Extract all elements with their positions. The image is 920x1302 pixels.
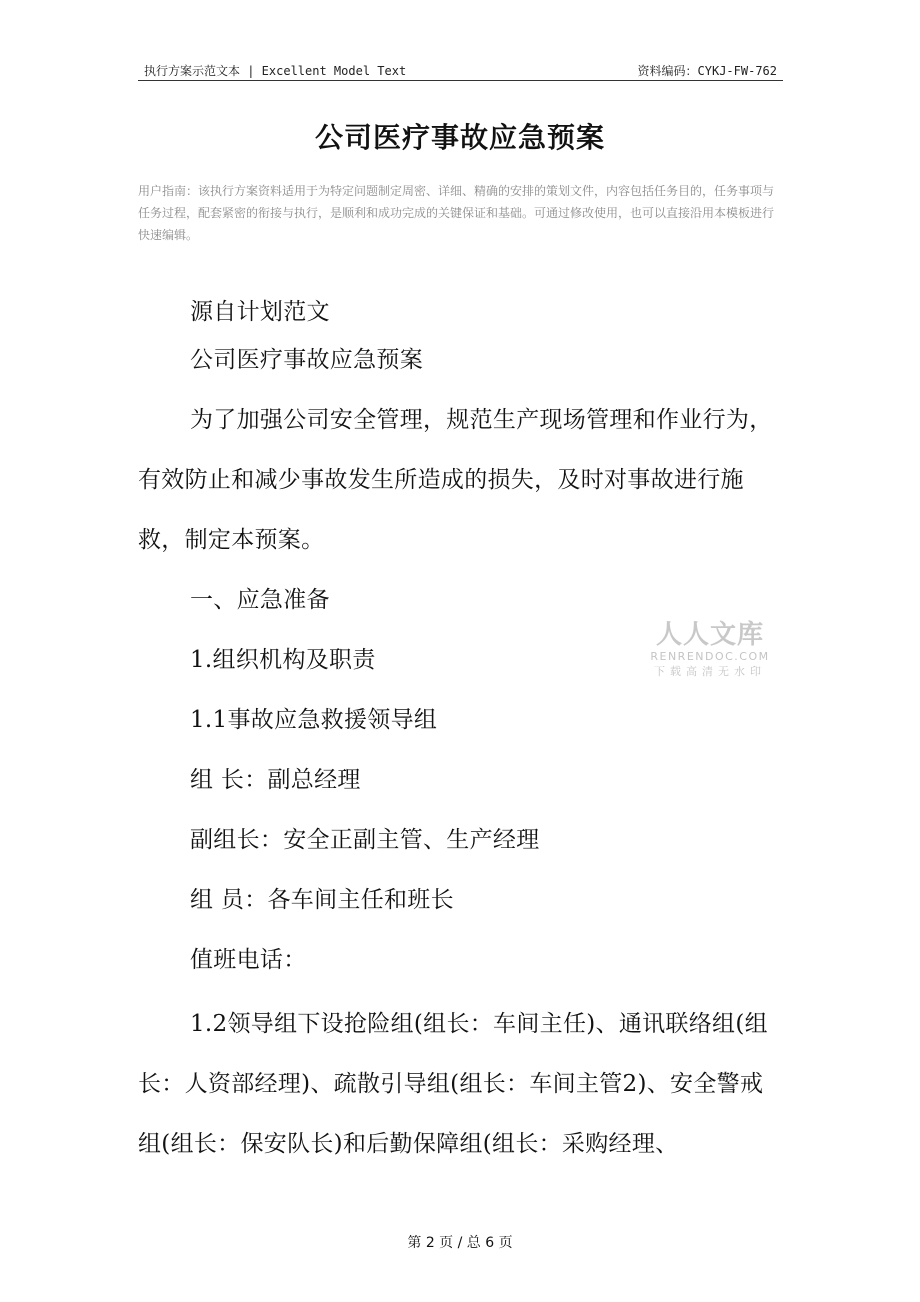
watermark-tagline: 下载高清无水印 [654,665,766,678]
section-heading: 一、应急准备 [190,587,330,613]
subsection-heading: 1.组织机构及职责 [190,647,376,673]
user-guide-text: 用户指南：该执行方案资料适用于为特定问题制定周密、详细、精确的安排的策划文件，内容包括任务目的，任务事项与任务过程，配套紧密的衔接与执行，是顺利和成功完成的关键保证和基础。可通过修改使用，也可以直接沿用本模板进行快速编辑。 [138,184,775,242]
page-header [138,56,783,81]
watermark-brand: 人人文库 [655,620,764,650]
header-left-text: 执行方案示范文本 | Excellent Model Text [144,64,407,78]
list-item: 组 长：副总经理 [190,767,361,793]
subsection-heading: 1.1事故应急救援领导组 [190,707,438,733]
paragraph-intro: 为了加强公司安全管理，规范生产现场管理和作业行为，有效防止和减少事故发生所造成的损失，及时对事故进行施救，制定本预案。 [138,407,773,553]
list-item: 副组长：安全正副主管、生产经理 [190,827,540,853]
list-item: 组 员：各车间主任和班长 [190,887,454,913]
document-code: 资料编码：CYKJ-FW-762 [637,64,777,78]
paragraph-subtitle: 公司医疗事故应急预案 [190,347,423,373]
paragraph-source: 源自计划范文 [190,299,330,325]
page-number: 第 2 页 / 总 6 页 [407,1235,513,1251]
document-title: 公司医疗事故应急预案 [314,121,605,154]
list-item: 值班电话： [190,947,307,973]
watermark-domain: RENRENDOC.COM [650,650,770,663]
paragraph-body: 1.2领导组下设抢险组(组长：车间主任)、通讯联络组(组长：人资部经理)、疏散引导组(组长：车间主管2)、安全警戒组(组长：保安队长)和后勤保障组(组长：采购经理、 [138,1011,768,1157]
watermark-logo [648,620,772,680]
